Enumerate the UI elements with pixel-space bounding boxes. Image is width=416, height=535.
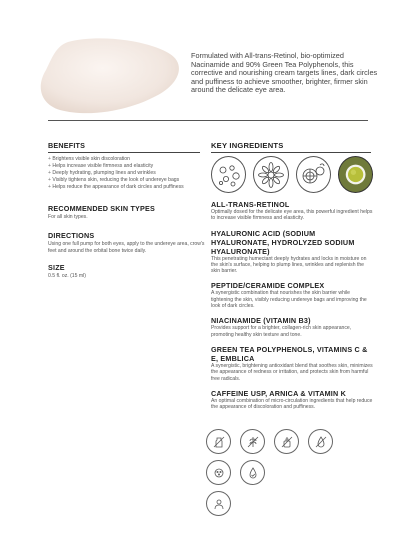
ingredient-name: CAFFEINE USP, ARNICA & VITAMIN K — [211, 388, 346, 398]
key-ingredients-heading: KEY INGREDIENTS — [211, 141, 284, 150]
divider — [48, 120, 368, 121]
citrus-emblica-icon — [296, 156, 331, 193]
fragrance-free-icon — [274, 429, 299, 454]
directions-text: Using one full pump for both eyes, apply to the undereye area, crow's feet and around the orbital bone twice daily. — [48, 241, 205, 254]
list-item: + Brightens visible skin discoloration — [48, 156, 208, 163]
ingredient-text: An optimal combination of micro-circulation ingredients that help reduce the appearance of discoloration and puffiness. — [211, 397, 373, 411]
skin-types-text: For all skin types. — [48, 214, 88, 220]
ingredient-text: Optimally dosed for the delicate eye area, this powerful ingredient helps to increase visible firmness and elasticity. — [211, 209, 373, 222]
ingredient-block — [211, 316, 373, 338]
ingredient-text: This penetrating humectant deeply hydrates and locks in moisture on the skin's surface, helping to plump lines, wrinkles and replenish the skin barrier. — [211, 255, 367, 275]
list-item: + Deeply hydrating, plumping lines and wrinkles — [48, 170, 208, 177]
list-item: + Visibly tightens skin, reducing the look of undereye bags — [48, 177, 208, 184]
claims-badges — [206, 429, 336, 522]
ingredient-name: PEPTIDE/CERAMIDE COMPLEX — [211, 281, 325, 291]
product-intro: Formulated with All-trans-Retinol, bio-optimized Nacinamide and 90% Green Tea Polyphenols, this corrective and nourishing cream targets lines, dark circles and puffiness to achieve smoother, brighter, firmer skin around the delicate eye area. — [191, 51, 378, 95]
ingredient-name: GREEN TEA POLYPHENOLS, VITAMINS C & E, EMBLICA — [211, 344, 368, 363]
dermatologist-tested-icon — [240, 460, 265, 485]
skin-types-heading: RECOMMENDED SKIN TYPES — [48, 204, 156, 213]
cream-swatch — [38, 36, 188, 118]
benefits-heading: BENEFITS — [48, 141, 86, 150]
arnica-flower-icon — [253, 156, 288, 193]
green-tea-icon — [338, 156, 373, 193]
ingredient-text: A synergistic combination that nourishes the skin barrier while tightening the skin, visibly reducing undereye bags and improving the look of dark circles. — [211, 290, 367, 310]
ingredient-name: HYALURONIC ACID (SODIUM HYALURONATE, HYDROLYZED SODIUM HYALURONATE) — [211, 228, 355, 256]
hyaluronic-drops-icon — [211, 156, 246, 193]
size-heading: SIZE — [48, 262, 65, 272]
right-column — [211, 141, 373, 410]
oil-free-icon — [308, 429, 333, 454]
ingredient-name: ALL-TRANS-RETINOL — [211, 200, 290, 209]
ingredient-name: NIACINAMIDE (VITAMIN B3) — [211, 316, 311, 326]
ingredient-block — [211, 200, 373, 222]
list-item: + Helps increase visible firmness and elasticity — [48, 163, 208, 170]
paraben-free-icon — [206, 429, 231, 454]
benefits-list — [48, 156, 208, 191]
ingredient-block — [211, 281, 373, 309]
divider — [211, 152, 371, 153]
ingredient-images — [211, 156, 373, 193]
size-text: 0.5 fl. oz. (15 ml) — [48, 272, 86, 279]
ingredient-block — [211, 345, 373, 382]
ingredient-text: A synergistic, brightening antioxidant blend that soothes skin, minimizes the appearance of redness or irritation, and protects skin from harmful free radicals. — [211, 362, 373, 382]
ingredient-block — [211, 229, 373, 275]
ingredient-text: Provides support for a brighter, collagen-rich skin appearance, promoting healthy skin texture and tone. — [211, 325, 352, 338]
directions-heading: DIRECTIONS — [48, 231, 95, 241]
list-item: + Helps reduce the appearance of dark circles and puffiness — [48, 184, 208, 191]
gluten-free-icon — [240, 429, 265, 454]
hypoallergenic-icon — [206, 491, 231, 516]
left-column — [48, 141, 208, 279]
ingredient-block — [211, 389, 373, 411]
non-comedogenic-icon — [206, 460, 231, 485]
divider — [48, 152, 200, 153]
